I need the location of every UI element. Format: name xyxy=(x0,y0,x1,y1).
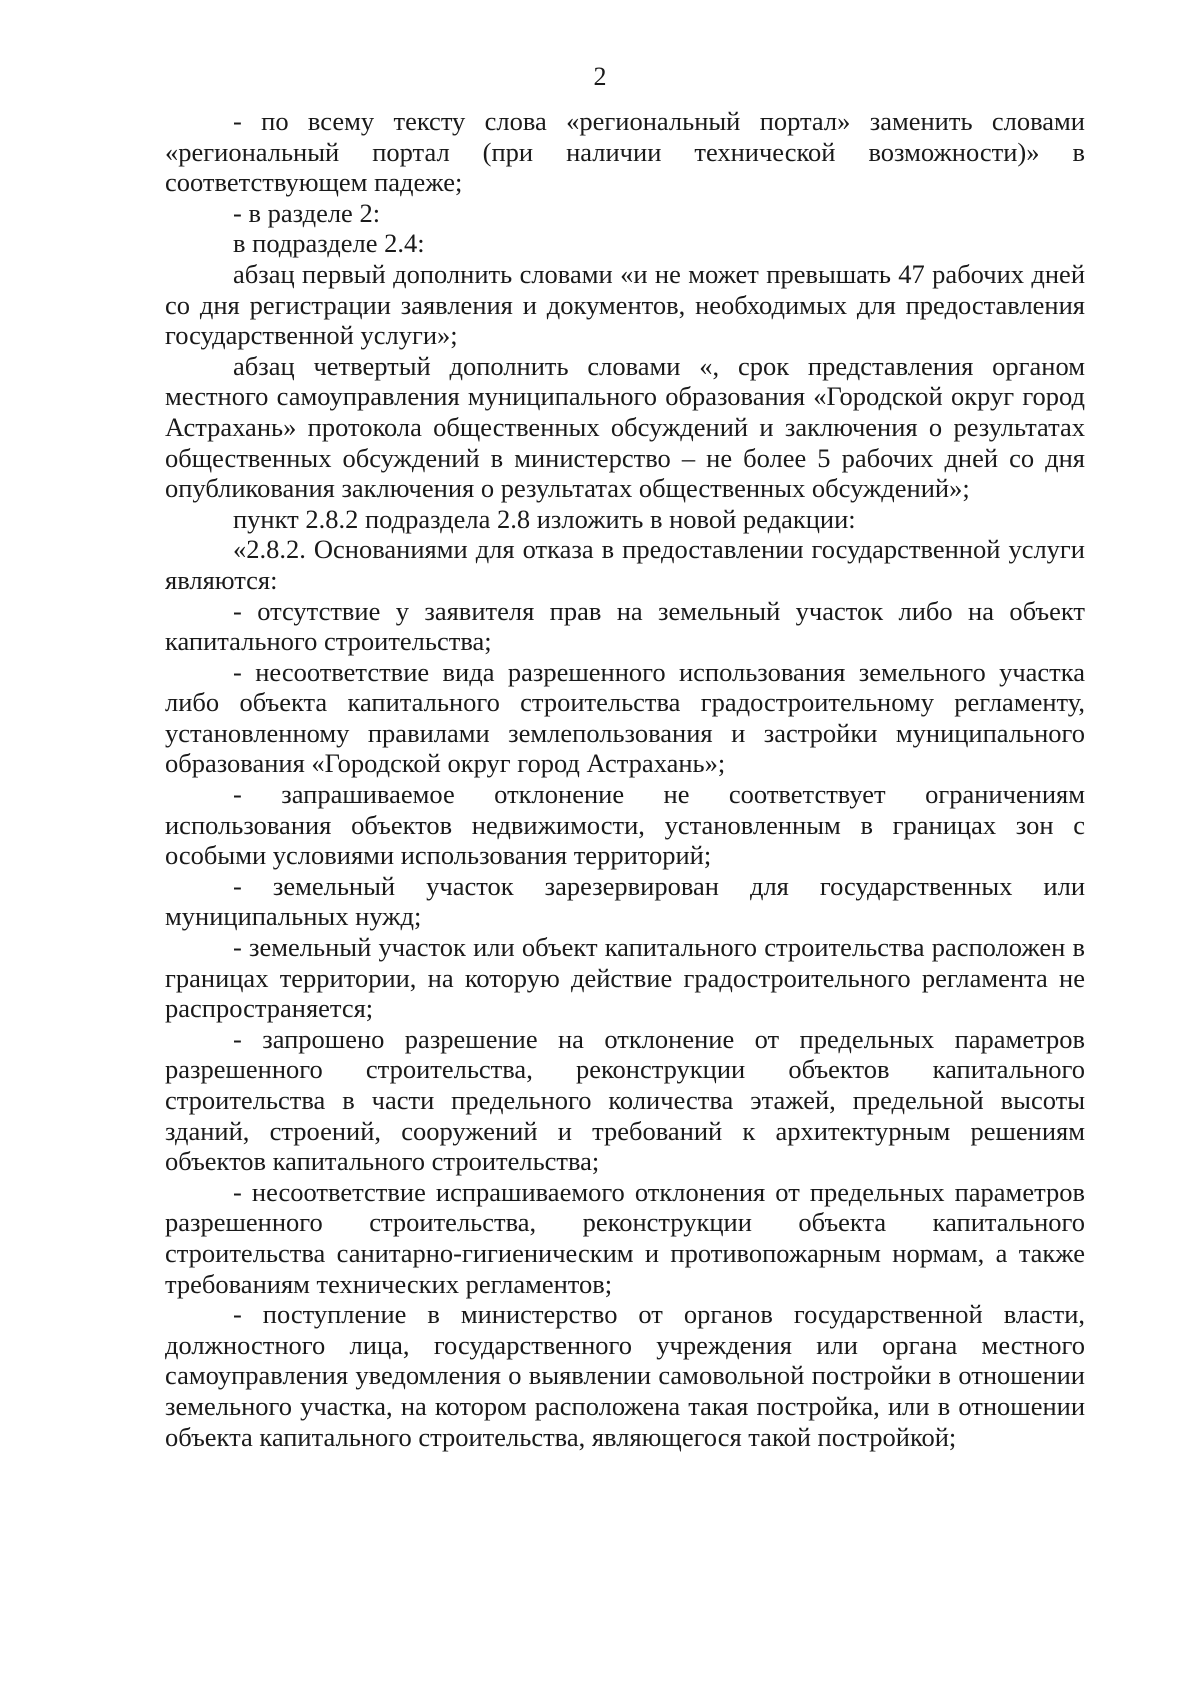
paragraph: «2.8.2. Основаниями для отказа в предоставлении государственной услуги являются: xyxy=(165,534,1085,595)
paragraph: - несоответствие испрашиваемого отклонения от предельных параметров разрешенного строительства, реконструкции объекта капитального строительства санитарно-гигиеническим и противопожарным нормам, а также требованиям технических регламентов; xyxy=(165,1176,1085,1299)
paragraph: абзац четвертый дополнить словами «, срок представления органом местного самоуправления муниципального образования «Городской округ город Астрахань» протокола общественных обсуждений и заключения о результатах общественных обсуждений в министерство – не более 5 рабочих дней со дня опубликования заключения о результатах общественных обсуждений»; xyxy=(165,350,1085,504)
paragraph: - поступление в министерство от органов государственной власти, должностного лица, государственного учреждения или органа местного самоуправления уведомления о выявлении самовольной постройки в отношении земельного участка, на котором расположена такая постройка, или в отношении объекта капитального строительства, являющегося такой постройкой; xyxy=(165,1299,1085,1452)
paragraph: - запрошено разрешение на отклонение от предельных параметров разрешенного строительства, реконструкции объектов капитального строительства в части предельного количества этажей, предельной высоты зданий, строений, сооружений и требований к архитектурным решениям объектов капитального строительства; xyxy=(165,1023,1085,1177)
paragraph: - отсутствие у заявителя прав на земельный участок либо на объект капитального строительства; xyxy=(165,595,1085,657)
paragraph: - в разделе 2: xyxy=(233,197,381,228)
paragraph: - запрашиваемое отклонение не соответствует ограничениям использования объектов недвижимости, установленным в границах зон с особыми условиями использования территорий; xyxy=(165,779,1085,871)
paragraph: в подразделе 2.4: xyxy=(233,228,425,259)
page-number: 2 xyxy=(593,62,607,91)
paragraph: - по всему тексту слова «региональный портал» заменить словами «региональный портал (при наличии технической возможности)» в соответствующем падеже; xyxy=(165,106,1085,198)
paragraph: - несоответствие вида разрешенного использования земельного участка либо объекта капитального строительства градостроительному регламенту, установленному правилами землепользования и застройки муниципального образования «Городской округ город Астрахань»; xyxy=(165,656,1085,779)
paragraph: абзац первый дополнить словами «и не может превышать 47 рабочих дней со дня регистрации заявления и документов, необходимых для предоставления государственной услуги»; xyxy=(165,258,1085,351)
paragraph: пункт 2.8.2 подраздела 2.8 изложить в новой редакции: xyxy=(233,503,856,534)
paragraph: - земельный участок или объект капитального строительства расположен в границах территории, на которую действие градостроительного регламента не распространяется; xyxy=(165,932,1085,1024)
paragraph: - земельный участок зарезервирован для государственных или муниципальных нужд; xyxy=(165,870,1085,932)
document-body xyxy=(165,106,1085,1452)
